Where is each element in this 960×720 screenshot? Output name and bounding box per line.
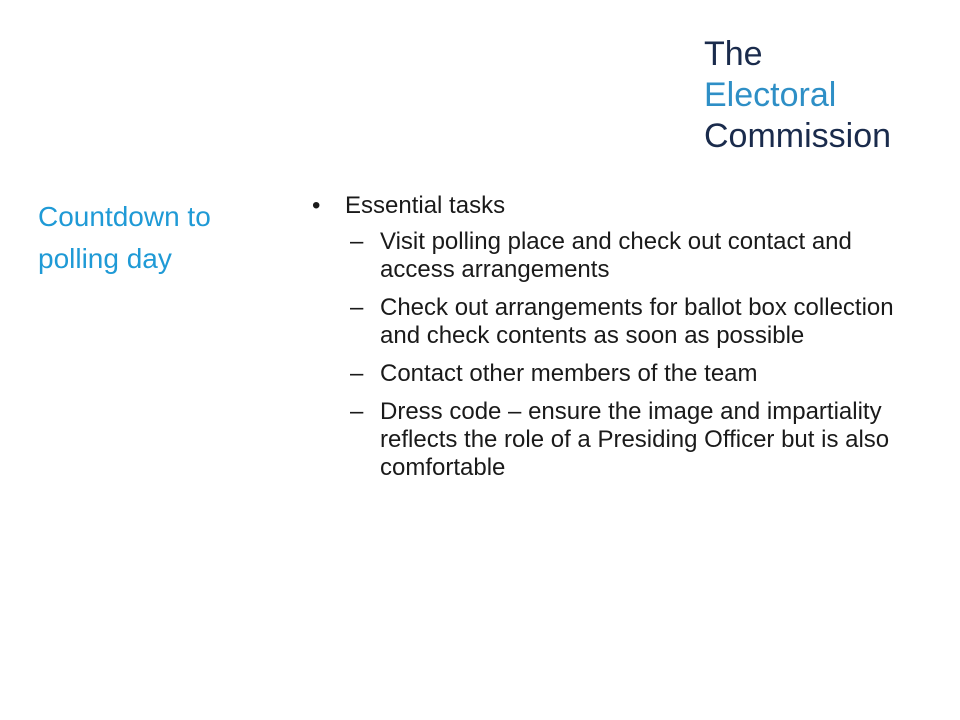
sub-item-dress-code	[312, 398, 912, 482]
dash-marker: –	[350, 228, 364, 255]
logo-line-the: The	[704, 35, 763, 73]
logo-line-commission: Commission	[704, 117, 892, 155]
bullet-heading: Essential tasks	[345, 192, 506, 219]
section-title	[38, 196, 288, 280]
sub-item-text: Visit polling place and check out contact and access arrangements	[380, 228, 852, 283]
sub-item-text: Dress code – ensure the image and impartiality reflects the role of a Presiding Officer but is also comfortable	[380, 398, 890, 481]
bullet-essential-tasks	[312, 192, 912, 220]
section-title-line-1: Countdown to	[38, 201, 211, 232]
sub-item-text: Check out arrangements for ballot box collection and check contents as soon as possible	[380, 294, 894, 349]
sub-item-text: Contact other members of the team	[380, 360, 758, 387]
bullet-marker: •	[312, 192, 321, 219]
dash-marker: –	[350, 294, 364, 321]
logo-line-electoral: Electoral	[704, 76, 837, 114]
section-title-line-2: polling day	[38, 243, 172, 274]
electoral-commission-logo	[704, 34, 891, 157]
sub-item-contact-team	[312, 360, 912, 388]
sub-item-visit-polling-place	[312, 228, 912, 284]
dash-marker: –	[350, 360, 364, 387]
sub-item-ballot-box	[312, 294, 912, 350]
slide-content	[312, 192, 912, 492]
dash-marker: –	[350, 398, 364, 425]
